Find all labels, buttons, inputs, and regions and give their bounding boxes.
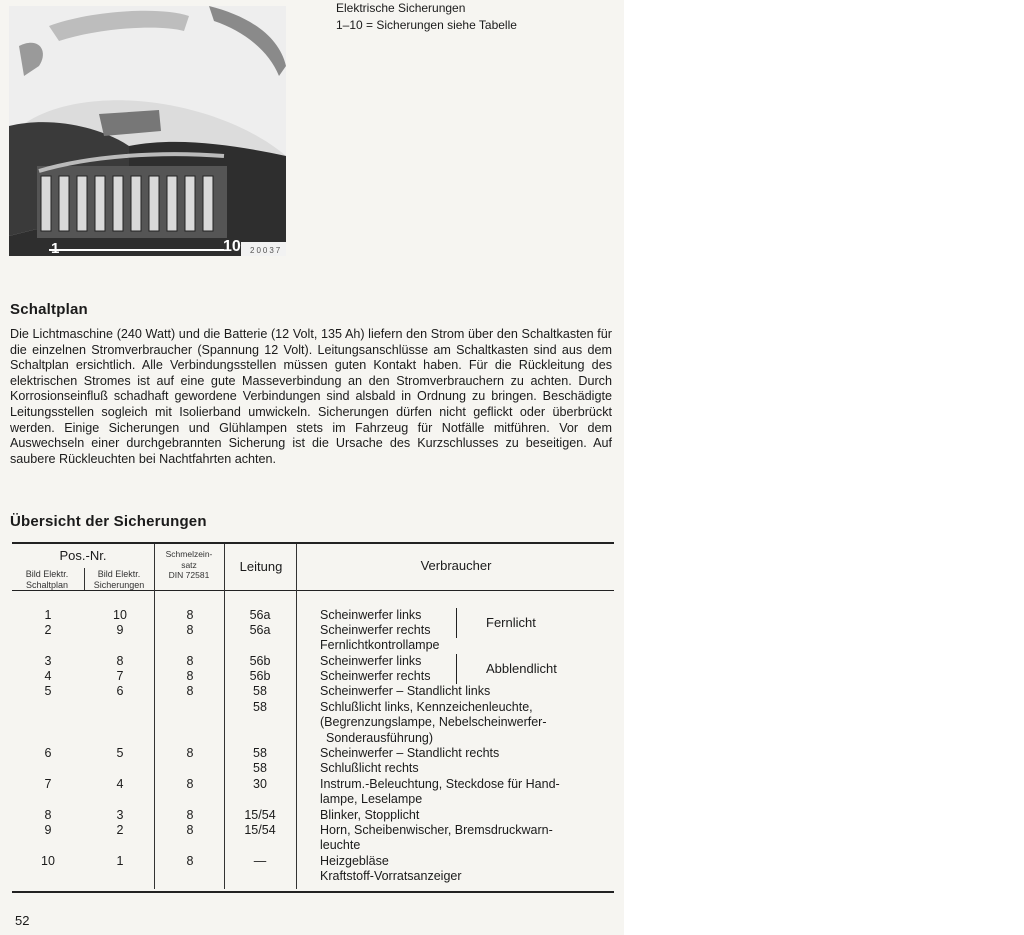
cell-leitung: 56a [249, 608, 271, 622]
table-row [12, 731, 614, 746]
cell-sicherung: 10 [113, 608, 127, 622]
table-row [12, 838, 614, 853]
header-sicherungen-line: Bild Elektr. [97, 569, 141, 579]
cell-einsatz: 8 [186, 746, 194, 760]
table-row [12, 854, 614, 869]
cell-verbraucher: Schlußlicht links, Kennzeichenleuchte, [320, 700, 533, 714]
cell-verbraucher: leuchte [320, 838, 361, 852]
cell-schaltplan: 7 [44, 777, 52, 791]
cell-einsatz: 8 [186, 823, 194, 837]
fuse-label-last: 10 [223, 238, 241, 255]
table-row [12, 684, 614, 699]
cell-einsatz: 8 [186, 684, 194, 698]
header-leitung: Leitung [239, 559, 283, 574]
table-row [12, 808, 614, 823]
cell-sicherung: 5 [116, 746, 124, 760]
cell-sicherung: 7 [116, 669, 124, 683]
table-row [12, 777, 614, 792]
header-schmelzeinsatz-line: Schmelzein- [165, 549, 213, 559]
cell-leitung: 58 [253, 700, 267, 714]
group-bracket-abblendlicht [456, 654, 457, 684]
photo-reference-number: 20037 [250, 246, 283, 255]
cell-verbraucher: Blinker, Stopplicht [320, 808, 420, 822]
cell-verbraucher: Scheinwerfer – Standlicht rechts [320, 746, 500, 760]
page-number: 52 [15, 913, 30, 928]
cell-verbraucher: lampe, Leselampe [320, 792, 423, 806]
header-sicherungen [86, 569, 152, 591]
cell-sicherung: 4 [116, 777, 124, 791]
cell-verbraucher: Scheinwerfer links [320, 608, 422, 622]
cell-leitung: 58 [253, 746, 267, 760]
header-schaltplan [14, 569, 80, 591]
cell-schaltplan: 2 [44, 623, 52, 637]
table-row [12, 823, 614, 838]
caption-legend: 1–10 = Sicherungen siehe Tabelle [336, 18, 517, 32]
cell-verbraucher: Scheinwerfer rechts [320, 669, 431, 683]
cell-leitung: 15/54 [244, 808, 276, 822]
cell-einsatz: 8 [186, 623, 194, 637]
table-bottom-rule [12, 891, 614, 893]
section-heading-schaltplan: Schaltplan [10, 301, 88, 318]
cell-einsatz: 8 [186, 808, 194, 822]
group-label-abblendlicht: Abblendlicht [486, 661, 557, 676]
cell-schaltplan: 5 [44, 684, 52, 698]
cell-schaltplan: 8 [44, 808, 52, 822]
table-row [12, 792, 614, 807]
cell-sicherung: 2 [116, 823, 124, 837]
table-row [12, 638, 614, 653]
cell-sicherung: 8 [116, 654, 124, 668]
cell-leitung: 30 [253, 777, 267, 791]
group-label-fernlicht: Fernlicht [486, 615, 536, 630]
cell-verbraucher: Scheinwerfer rechts [320, 623, 431, 637]
cell-schaltplan: 3 [44, 654, 52, 668]
section-heading-sicherungen: Übersicht der Sicherungen [10, 513, 207, 530]
caption-title: Elektrische Sicherungen [336, 1, 466, 15]
header-verbraucher: Verbraucher [420, 558, 492, 573]
table-row [12, 715, 614, 730]
photo-caption [336, 0, 517, 34]
table-row [12, 761, 614, 776]
cell-einsatz: 8 [186, 777, 194, 791]
column-divider [84, 568, 85, 590]
cell-schaltplan: 4 [44, 669, 52, 683]
table-row [12, 746, 614, 761]
fuse-box-photo [9, 6, 286, 256]
cell-sicherung: 1 [116, 854, 124, 868]
cell-verbraucher: Kraftstoff-Vorratsanzeiger [320, 869, 462, 883]
cell-verbraucher: Schlußlicht rechts [320, 761, 419, 775]
cell-leitung: 56b [249, 669, 271, 683]
fuse-label-first: 1 [51, 240, 60, 256]
cell-leitung: 56b [249, 654, 271, 668]
cell-verbraucher: Heizgebläse [320, 854, 389, 868]
cell-einsatz: 8 [186, 854, 194, 868]
cell-einsatz: 8 [186, 608, 194, 622]
cell-leitung: 15/54 [244, 823, 276, 837]
header-schmelzeinsatz [154, 549, 224, 581]
cell-schaltplan: 1 [44, 608, 52, 622]
cell-verbraucher: Scheinwerfer – Standlicht links [320, 684, 491, 698]
cell-einsatz: 8 [186, 654, 194, 668]
table-row [12, 869, 614, 884]
cell-leitung: 58 [253, 684, 267, 698]
header-schmelzeinsatz-line: DIN 72581 [168, 570, 210, 580]
header-schmelzeinsatz-line: satz [181, 559, 197, 570]
table-row [12, 700, 614, 715]
cell-leitung: 56a [249, 623, 271, 637]
cell-sicherung: 6 [116, 684, 124, 698]
cell-verbraucher: Scheinwerfer links [320, 654, 422, 668]
table-top-rule [12, 542, 614, 544]
header-schaltplan-line: Schaltplan [25, 580, 69, 590]
fuse-table [12, 542, 614, 893]
group-bracket-fernlicht [456, 608, 457, 638]
header-schaltplan-line: Bild Elektr. [25, 569, 69, 579]
cell-schaltplan: 6 [44, 746, 52, 760]
cell-einsatz: 8 [186, 669, 194, 683]
cell-verbraucher: Horn, Scheibenwischer, Bremsdruckwarn- [320, 823, 553, 837]
cell-verbraucher: Sonderausführung) [326, 731, 434, 745]
fuse-box-illustration [9, 6, 286, 256]
cell-verbraucher: (Begrenzungslampe, Nebelscheinwerfer- [320, 715, 547, 729]
cell-sicherung: 3 [116, 808, 124, 822]
header-posnr: Pos.-Nr. [59, 548, 107, 563]
header-sicherungen-line: Sicherungen [93, 580, 145, 590]
schaltplan-paragraph: Die Lichtmaschine (240 Watt) und die Batterie (12 Volt, 135 Ah) liefern den Strom über den Schaltkasten für die einzelnen Stromverbraucher (Spannung 12 Volt). Leitungsanschlüsse am Schaltkasten sind aus dem Schaltplan ersichtlich. Alle Verbindungsstellen müssen guten Kontakt haben. Für die Rückleitung des elektrischen Stromes ist auf eine gute Masseverbindung an den Stromverbrauchern zu achten. Durch Korrosionseinfluß schadhaft gewordene Verbindungen sind alsbald in Ordnung zu bringen. Beschädigte Leitungsstellen sogleich mit Isolierband umwickeln. Sicherungen dürfen nicht geflickt oder überbrückt werden. Einige Sicherungen und Glühlampen stets im Fahrzeug für Notfälle mitführen. Vor dem Auswechseln einer durchgebrannten Sicherung ist die Ursache des Kurzschlusses zu beseitigen. Auf saubere Rückleuchten bei Nachtfahrten achten. [10, 327, 612, 466]
cell-sicherung: 9 [116, 623, 124, 637]
cell-schaltplan: 9 [44, 823, 52, 837]
cell-schaltplan: 10 [41, 854, 55, 868]
cell-leitung: — [253, 854, 267, 868]
cell-verbraucher: Fernlichtkontrollampe [320, 638, 440, 652]
cell-leitung: 58 [253, 761, 267, 775]
cell-verbraucher: Instrum.-Beleuchtung, Steckdose für Hand- [320, 777, 560, 791]
